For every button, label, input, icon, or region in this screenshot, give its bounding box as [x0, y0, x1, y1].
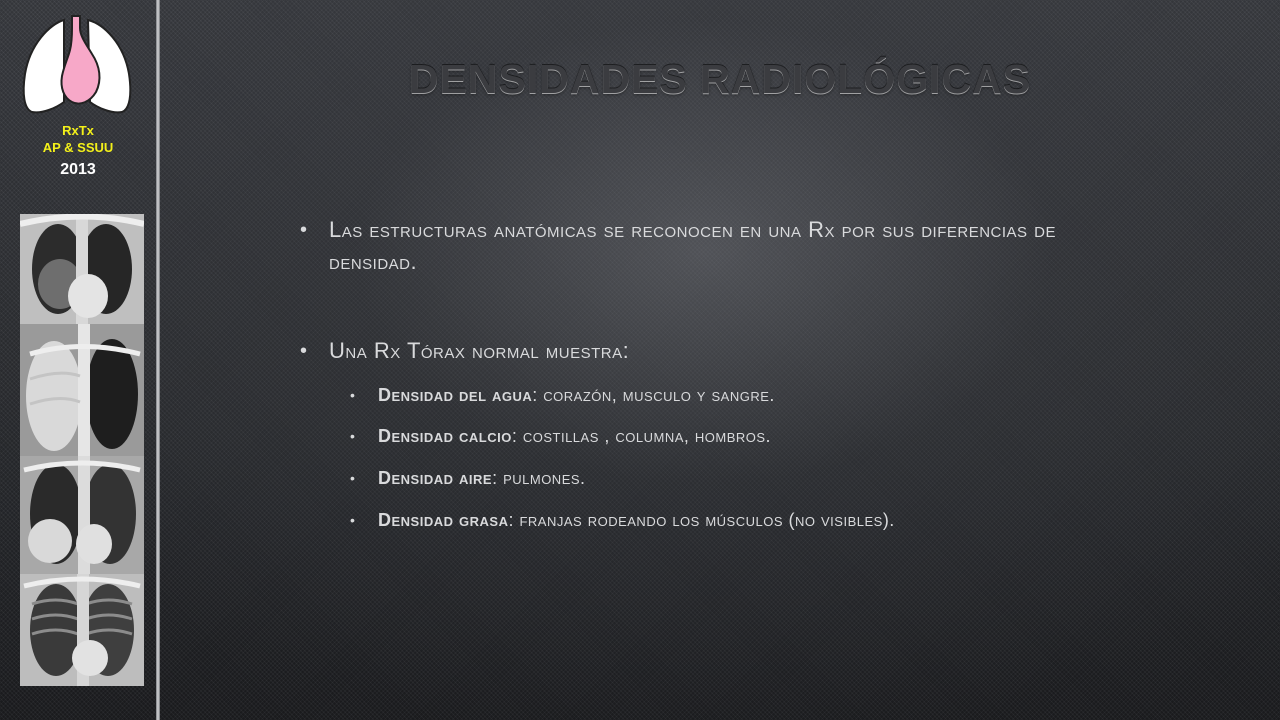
slide-title: DENSIDADES RADIOLÓGICAS — [408, 56, 1032, 102]
sub-bullet-dot: • — [350, 512, 356, 528]
sidebar — [0, 0, 156, 720]
sub-bullet-label: Densidad del agua — [378, 385, 533, 405]
sub-bullet-dot: • — [350, 428, 356, 444]
lungs-heart-logo-icon — [20, 14, 134, 124]
logo-label-group: AP & SSUU — [42, 140, 114, 155]
sub-bullet-label: Densidad calcio — [378, 426, 512, 446]
sub-bullet-dot: • — [350, 470, 356, 486]
sub-bullet-text: : pulmones. — [492, 468, 586, 488]
bullet-item — [300, 214, 1080, 278]
bullet-dot: • — [300, 340, 308, 362]
sub-bullet-text: : franjas rodeando los músculos (no visibles). — [508, 510, 895, 530]
sub-bullet-item — [350, 423, 771, 449]
sub-bullet-label: Densidad grasa — [378, 510, 509, 530]
sub-bullet-label: Densidad aire — [378, 468, 493, 488]
sidebar-divider — [156, 0, 160, 720]
sub-bullet-item — [350, 382, 775, 408]
chest-xray-image-4 — [20, 574, 144, 686]
chest-xray-image-2 — [20, 324, 144, 456]
bullet-item — [300, 335, 1080, 367]
sub-bullet-text: : corazón, musculo y sangre. — [532, 385, 775, 405]
logo-year: 2013 — [60, 161, 96, 178]
sub-bullet-text: : costillas , columna, hombros. — [511, 426, 772, 446]
chest-xray-image-1 — [20, 214, 144, 324]
bullet-text: Una Rx Tórax normal muestra: — [329, 338, 630, 363]
bullet-dot: • — [300, 219, 308, 241]
chest-xray-image-3 — [20, 456, 144, 574]
sub-bullet-item — [350, 507, 895, 533]
sub-bullet-item — [350, 465, 586, 491]
logo-label-rxtx: RxTx — [62, 123, 94, 138]
bullet-text: Las estructuras anatómicas se reconocen en una Rx por sus diferencias de densidad. — [329, 217, 1057, 274]
sub-bullet-dot: • — [350, 387, 356, 403]
